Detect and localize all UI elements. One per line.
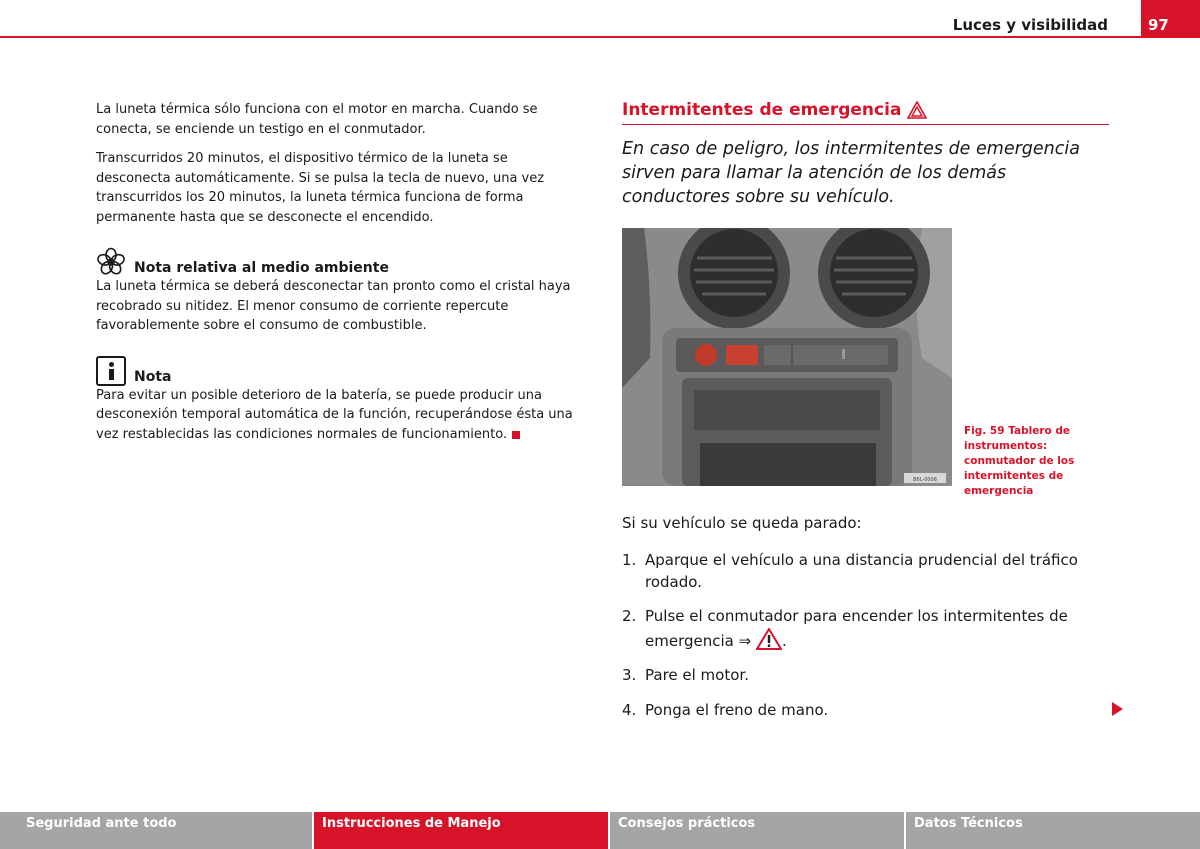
next-page-arrow-icon[interactable] — [1112, 702, 1123, 716]
footer-tab-instrucciones[interactable]: Instrucciones de Manejo — [314, 812, 608, 849]
paragraph-1: La luneta térmica sólo funciona con el motor en marcha. Cuando se conecta, se enciende un testigo en el conmutador. — [96, 102, 538, 137]
note-title: Nota — [134, 368, 172, 385]
footer-tab-datos[interactable]: Datos Técnicos — [906, 812, 1200, 849]
list-item: 1. Aparque el vehículo a una distancia prudencial del tráfico rodado. — [622, 551, 1078, 591]
warning-triangle-icon — [907, 101, 927, 119]
left-column — [96, 100, 584, 454]
header-rule — [0, 36, 1200, 38]
end-of-section-square-icon — [512, 431, 520, 439]
page-number: 97 — [1148, 16, 1169, 34]
info-icon — [96, 356, 126, 386]
steps-lead: Si su vehículo se queda parado: — [622, 514, 862, 532]
figure-code: B6L-0006 — [913, 477, 937, 483]
note-heading — [96, 356, 584, 386]
warning-triangle-icon[interactable] — [756, 628, 782, 650]
list-item: 2. Pulse el conmutador para encender los intermitentes de emergencia ⇒ . — [622, 607, 1068, 650]
page-header-title: Luces y visibilidad — [952, 16, 1108, 34]
footer-tab-seguridad[interactable]: Seguridad ante todo — [0, 812, 312, 849]
section-intro: En caso de peligro, los intermitentes de emergencia sirven para llamar la atención de los demás conductores sobre su vehículo. — [622, 139, 1080, 207]
footer-nav — [0, 812, 1200, 849]
flower-icon — [96, 247, 126, 277]
steps-list — [622, 550, 1109, 734]
list-item: 3. Pare el motor. — [622, 666, 749, 684]
environment-note-heading — [96, 247, 584, 277]
note-body: Para evitar un posible deterioro de la batería, se puede producir una desconexión temporal automática de la función, recuperándose ésta una vez restablecidas las condiciones normales de funcionamiento. — [96, 387, 573, 442]
dashboard-figure — [622, 228, 952, 486]
environment-note-title: Nota relativa al medio ambiente — [134, 260, 389, 276]
list-item: 4. Ponga el freno de mano. — [622, 700, 829, 719]
paragraph-2: Transcurridos 20 minutos, el dispositivo térmico de la luneta se desconecta automáticamente. Si se pulsa la tecla de nuevo, una vez transcurridos los 20 minutos, la luneta térmica funciona de forma permanente hasta que se desconecte el encendido. — [96, 151, 545, 225]
footer-tab-consejos[interactable]: Consejos prácticos — [610, 812, 904, 849]
figure-caption: Fig. 59 Tablero de instrumentos: conmutador de los intermitentes de emergencia — [964, 425, 1075, 497]
environment-note-body: La luneta térmica se deberá desconectar tan pronto como el cristal haya recobrado su nitidez. El menor consumo de corriente repercute favorablemente sobre el consumo de combustible. — [96, 279, 571, 333]
section-title: Intermitentes de emergencia — [622, 100, 1109, 125]
